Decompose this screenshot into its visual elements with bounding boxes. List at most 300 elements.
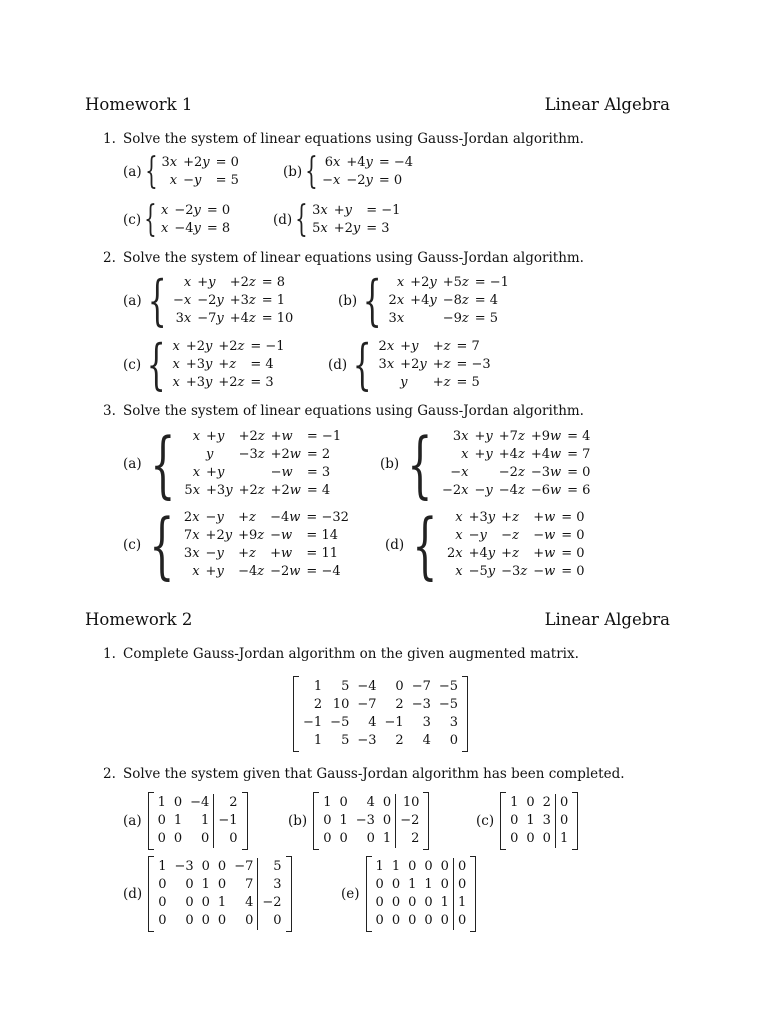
equation-term: −2z (498, 465, 525, 480)
equation-term: = 8 (206, 221, 231, 236)
matrix-entry: 0 (453, 912, 470, 930)
matrix-entry: 0 (201, 831, 210, 846)
hw1-subject: Linear Algebra (544, 95, 670, 114)
equation-term: +3y (206, 483, 233, 498)
matrix-entry: 0 (323, 831, 332, 846)
equation-row (181, 464, 344, 482)
equation-row (444, 509, 588, 527)
matrix-entry: −3 (357, 733, 377, 748)
matrix-entry: 0 (217, 877, 227, 892)
equation-term: = −1 (366, 203, 401, 218)
hw2-subject: Linear Algebra (544, 610, 670, 629)
equation-row (181, 545, 352, 563)
matrix-entry: 1 (158, 859, 167, 874)
equation-row (439, 464, 593, 482)
matrix-entry: −5 (438, 679, 459, 694)
left-brace: { (295, 199, 308, 240)
matrix-entry: 1 (339, 813, 348, 828)
equation-term: −3w (530, 465, 562, 480)
matrix-entry: 0 (408, 913, 417, 928)
equation-term: = 10 (261, 311, 294, 326)
sys-hw1-p2-b (338, 269, 512, 332)
matrix-entry: 1 (313, 733, 323, 748)
matrix-entry: 0 (173, 795, 183, 810)
hw1-p2-prompt: Solve the system of linear equations using Gauss-Jordan algorithm. (123, 250, 584, 266)
matrix-entry: 2 (395, 733, 404, 748)
equation-term: −2y (174, 203, 201, 218)
left-brace: { (412, 503, 438, 587)
equation-row (309, 220, 403, 238)
sys-hw1-p1-a (123, 151, 242, 192)
matrix-entry: 0 (173, 831, 183, 846)
matrix-label: (b) (288, 813, 308, 829)
equation-term: x (455, 564, 463, 579)
sys-hw1-p1-c (123, 199, 233, 240)
equation-term: +2w (270, 483, 301, 498)
equation-term: = −4 (378, 155, 414, 170)
equation-term: −8z (442, 293, 469, 308)
matrix-entry: 0 (526, 795, 535, 810)
equation-term: 5x (312, 221, 328, 236)
equation-term: = −3 (456, 357, 491, 372)
equation-term: y (206, 447, 214, 462)
equation-row (319, 154, 416, 172)
equation-term: = 4 (567, 429, 591, 444)
sys-hw1-p2-d (328, 333, 494, 396)
matrix-hw2-p2-c (476, 792, 578, 850)
hw2-title: Homework 2 (85, 610, 193, 629)
equation-table (386, 274, 512, 328)
equation-term: −4z (498, 483, 525, 498)
matrix-table (319, 794, 423, 848)
matrix-entry: 1 (201, 813, 210, 828)
system-label: (c) (123, 537, 142, 553)
matrix-entry: 10 (396, 794, 424, 812)
equation-term: +3y (185, 357, 213, 372)
matrix-entry: 1 (555, 830, 572, 848)
left-bracket (500, 792, 506, 850)
equation-term: = −32 (306, 510, 349, 525)
right-bracket (462, 676, 468, 752)
matrix-entry: 5 (258, 858, 286, 876)
matrix-label: (d) (123, 886, 143, 902)
system-label: (c) (123, 212, 142, 228)
equation-term: = 0 (567, 465, 591, 480)
equation-term: +5z (442, 275, 469, 290)
equation-term: 3x (388, 311, 405, 326)
hw1-p1-number: 1. (103, 131, 116, 147)
equation-term: −x (322, 173, 341, 188)
equation-term: +z (238, 510, 256, 525)
equation-term: = 7 (456, 339, 480, 354)
matrix-entry: 2 (542, 795, 551, 810)
equation-term: x (192, 465, 201, 480)
matrix-brackets (366, 856, 477, 932)
equation-term: x (172, 339, 180, 354)
system-label: (d) (273, 212, 293, 228)
matrix-entry: 0 (424, 913, 433, 928)
sys-hw1-p3-d (385, 503, 588, 587)
matrix-entry: −5 (330, 715, 350, 730)
equation-term: −5y (468, 564, 496, 579)
equation-term: −x (172, 293, 192, 308)
matrix-table (372, 858, 471, 930)
matrix-entry: 0 (542, 831, 551, 846)
equation-row (376, 356, 494, 374)
equation-term: = −4 (306, 564, 341, 579)
matrix-entry: −1 (303, 715, 323, 730)
equation-term: = −1 (474, 275, 509, 290)
matrix-row (154, 912, 285, 930)
matrix-entry: 0 (245, 913, 254, 928)
hw2-p1-number: 1. (103, 646, 116, 662)
system-label: (d) (328, 357, 348, 373)
equation-term: 2x (447, 546, 463, 561)
right-bracket (423, 792, 429, 850)
matrix-entry: 0 (339, 795, 348, 810)
matrix-label: (e) (341, 886, 360, 902)
sys-hw1-p3-c (123, 503, 352, 587)
matrix-entry: −1 (214, 812, 242, 830)
matrix-entry: 0 (526, 831, 535, 846)
matrix-entry: 0 (408, 859, 417, 874)
equation-term: x (396, 275, 405, 290)
left-brace: { (149, 422, 176, 506)
matrix-entry: 1 (217, 895, 227, 910)
left-brace: { (149, 503, 175, 587)
matrix-entry: −2 (258, 894, 286, 912)
equation-term: −4z (238, 564, 265, 579)
matrix-entry: 0 (201, 913, 210, 928)
equation-term: x (169, 173, 178, 188)
equation-term: 3x (161, 155, 178, 170)
matrix-entry: 1 (382, 831, 392, 846)
equation-row (169, 356, 287, 374)
matrix-entry: 0 (510, 813, 519, 828)
matrix-entry: 0 (375, 895, 384, 910)
equation-term: +y (206, 465, 225, 480)
matrix-entry: 3 (449, 715, 459, 730)
matrix-entry: −4 (357, 679, 377, 694)
matrix-brackets (500, 792, 578, 850)
equation-table (169, 338, 287, 392)
equation-term: −w (533, 528, 556, 543)
matrix-entry: 0 (555, 812, 572, 830)
equation-term (181, 446, 203, 464)
equation-term: = 4 (474, 293, 499, 308)
matrix-hw2-p2-d (123, 856, 292, 932)
matrix-row (319, 812, 423, 830)
system-label: (a) (123, 293, 142, 309)
equation-term: +y (474, 429, 493, 444)
equation-row (444, 527, 588, 545)
matrix-entry: 0 (339, 831, 348, 846)
matrix-entry: 1 (201, 877, 210, 892)
matrix-entry: 0 (510, 831, 519, 846)
matrix-entry: 2 (396, 830, 424, 848)
equation-term: −3z (238, 447, 265, 462)
equation-row (439, 428, 593, 446)
matrix-entry: 1 (323, 795, 332, 810)
equation-term: +y (197, 275, 216, 290)
equation-row (181, 428, 344, 446)
matrix-entry: 0 (382, 813, 392, 828)
left-brace: { (352, 333, 372, 396)
equation-term: x (172, 375, 180, 390)
equation-term: −2y (197, 293, 224, 308)
equation-table (158, 202, 233, 238)
equation-term: +y (205, 564, 224, 579)
matrix-entry: 0 (158, 913, 167, 928)
left-brace: { (407, 422, 433, 506)
equation-term: +w (533, 546, 556, 561)
equation-term: −y (183, 173, 202, 188)
equation-row (319, 172, 416, 190)
matrix-entry: 0 (424, 859, 433, 874)
equation-term: +2y (400, 357, 427, 372)
equation-term: +7z (498, 429, 525, 444)
sys-hw1-p2-a (123, 269, 296, 332)
equation-row (170, 274, 296, 292)
equation-term: −4y (174, 221, 201, 236)
equation-term: = 3 (366, 221, 390, 236)
left-brace: { (362, 269, 382, 332)
matrix-entry: 0 (382, 795, 392, 810)
matrix-entry: 0 (395, 679, 404, 694)
equation-term: +3z (229, 293, 256, 308)
matrix-row (372, 876, 471, 894)
matrix-row (372, 912, 471, 930)
matrix-table (299, 678, 462, 750)
equation-term: x (192, 564, 200, 579)
equation-row (376, 338, 494, 356)
matrix-entry: 1 (510, 795, 519, 810)
hw2-p1-prompt: Complete Gauss-Jordan algorithm on the given augmented matrix. (123, 646, 579, 662)
matrix-entry: −3 (411, 697, 431, 712)
left-bracket (148, 792, 154, 850)
equation-term: −w (270, 528, 293, 543)
matrix-entry: 0 (217, 859, 227, 874)
equation-term (407, 310, 440, 328)
equation-row (439, 482, 593, 500)
equation-term: −y (205, 510, 224, 525)
equation-term: −4w (270, 510, 301, 525)
matrix-entry: 1 (173, 813, 183, 828)
equation-term: = 0 (378, 173, 403, 188)
equation-table (181, 428, 344, 500)
equation-term: 3x (183, 546, 200, 561)
system-label: (a) (123, 456, 142, 472)
matrix-entry: −1 (384, 715, 404, 730)
matrix-brackets (148, 856, 291, 932)
equation-term: 3x (175, 311, 192, 326)
equation-term: −2y (346, 173, 373, 188)
matrix-entry: 5 (341, 679, 350, 694)
equation-table (170, 274, 296, 328)
matrix-row (154, 812, 242, 830)
matrix-entry: 0 (391, 913, 401, 928)
equation-term: = 14 (306, 528, 338, 543)
matrix-entry: 0 (375, 913, 384, 928)
matrix-entry: 0 (158, 895, 167, 910)
matrix-entry: 5 (341, 733, 350, 748)
equation-term: −y (205, 546, 224, 561)
equation-term: +y (206, 429, 225, 444)
equation-row (159, 154, 242, 172)
matrix-entry: 0 (201, 859, 210, 874)
equation-table (439, 428, 593, 500)
equation-term: +4y (346, 155, 373, 170)
left-brace: { (144, 199, 157, 240)
equation-term: +2y (410, 275, 437, 290)
left-bracket (366, 856, 372, 932)
matrix-entry: 0 (440, 859, 449, 874)
equation-term: 6x (324, 155, 341, 170)
matrix-row (299, 678, 462, 696)
matrix-entry: 0 (408, 895, 417, 910)
sys-hw1-p3-b (380, 422, 593, 506)
equation-row (444, 563, 588, 581)
matrix-entry: 0 (185, 913, 194, 928)
equation-term: 3x (452, 429, 469, 444)
matrix-entry: 0 (453, 876, 470, 894)
left-bracket (293, 676, 299, 752)
matrix-entry: 0 (185, 877, 194, 892)
matrix-entry: 7 (245, 877, 254, 892)
equation-term: +z (432, 339, 451, 354)
matrix-entry: 2 (313, 697, 323, 712)
sys-hw1-p1-b (283, 151, 416, 192)
equation-row (170, 292, 296, 310)
equation-term (472, 464, 496, 482)
equation-term: x (183, 275, 192, 290)
equation-term: = 3 (306, 465, 331, 480)
equation-row (181, 527, 352, 545)
system-label: (b) (338, 293, 358, 309)
equation-term: y (400, 375, 408, 390)
right-bracket (286, 856, 292, 932)
equation-term: = 3 (250, 375, 274, 390)
matrix-entry: 0 (440, 913, 449, 928)
equation-term: = 2 (306, 447, 331, 462)
equation-term: +9w (530, 429, 562, 444)
equation-term: = 11 (306, 546, 338, 561)
equation-term: +2y (205, 528, 233, 543)
matrix-entry: 0 (157, 831, 166, 846)
matrix-entry: 4 (422, 733, 431, 748)
matrix-table (154, 794, 242, 848)
equation-term: = 4 (250, 357, 274, 372)
matrix-table (506, 794, 572, 848)
equation-term: 2x (388, 293, 405, 308)
equation-term: −w (533, 564, 556, 579)
matrix-entry: 0 (555, 794, 572, 812)
hw2-p2-prompt: Solve the system given that Gauss-Jordan algorithm has been completed. (123, 766, 625, 782)
hw1-p1-prompt: Solve the system of linear equations using Gauss-Jordan algorithm. (123, 131, 584, 147)
right-bracket (242, 792, 248, 850)
equation-term: = 4 (306, 483, 331, 498)
equation-row (309, 202, 403, 220)
equation-table (159, 154, 242, 190)
equation-row (158, 202, 233, 220)
matrix-entry: 2 (214, 794, 242, 812)
matrix-entry: 1 (526, 813, 535, 828)
matrix-brackets (148, 792, 248, 850)
matrix-label: (c) (476, 813, 495, 829)
matrix-entry: 0 (214, 830, 242, 848)
matrix-row (506, 794, 572, 812)
equation-term: x (455, 528, 463, 543)
equation-table (444, 509, 588, 581)
matrix-entry: −3 (174, 859, 194, 874)
matrix-entry: 0 (453, 858, 470, 876)
equation-term: x (161, 221, 169, 236)
matrix-entry: 1 (375, 859, 384, 874)
matrix-entry: 3 (258, 876, 286, 894)
matrix-row (154, 858, 285, 876)
matrix-row (299, 714, 462, 732)
matrix-entry: 1 (313, 679, 323, 694)
hw1-p2-number: 2. (103, 250, 116, 266)
equation-term: = 5 (215, 173, 239, 188)
equation-term: −3z (501, 564, 528, 579)
equation-row (386, 292, 512, 310)
equation-term: = 0 (561, 564, 585, 579)
equation-row (181, 509, 352, 527)
equation-term: −7y (197, 311, 224, 326)
matrix-table (154, 858, 285, 930)
matrix-entry: 1 (424, 877, 433, 892)
right-bracket (572, 792, 578, 850)
equation-term: = 5 (474, 311, 499, 326)
equation-term: = 0 (561, 528, 585, 543)
equation-term: = −1 (306, 429, 342, 444)
matrix-entry: −4 (190, 795, 210, 810)
hw1-p3-number: 3. (103, 403, 116, 419)
equation-row (439, 446, 593, 464)
equation-row (181, 446, 344, 464)
matrix-row (372, 858, 471, 876)
matrix-entry: 1 (408, 877, 417, 892)
equation-row (169, 374, 287, 392)
equation-row (181, 482, 344, 500)
matrix-entry: 0 (391, 877, 401, 892)
equation-term: 3x (312, 203, 328, 218)
hw1-title: Homework 1 (85, 95, 193, 114)
equation-term: +y (333, 203, 352, 218)
equation-term: +3y (185, 375, 213, 390)
matrix-row (372, 894, 471, 912)
matrix-row (154, 830, 242, 848)
equation-term: x (461, 447, 469, 462)
matrix-hw2-p2-a (123, 792, 248, 850)
matrix-row (154, 876, 285, 894)
equation-term: = 0 (215, 155, 239, 170)
system-label: (d) (385, 537, 405, 553)
equation-term: = 7 (567, 447, 591, 462)
equation-row (169, 338, 287, 356)
equation-term: +3y (468, 510, 496, 525)
matrix-hw2-p1 (293, 676, 468, 752)
sys-hw1-p1-d (273, 199, 403, 240)
matrix-entry: 0 (424, 895, 433, 910)
equation-term: +w (270, 429, 293, 444)
equation-table (319, 154, 416, 190)
matrix-entry: 0 (217, 913, 227, 928)
equation-term: +w (270, 546, 293, 561)
sys-hw1-p2-c (123, 333, 288, 396)
equation-term: +2z (238, 429, 265, 444)
